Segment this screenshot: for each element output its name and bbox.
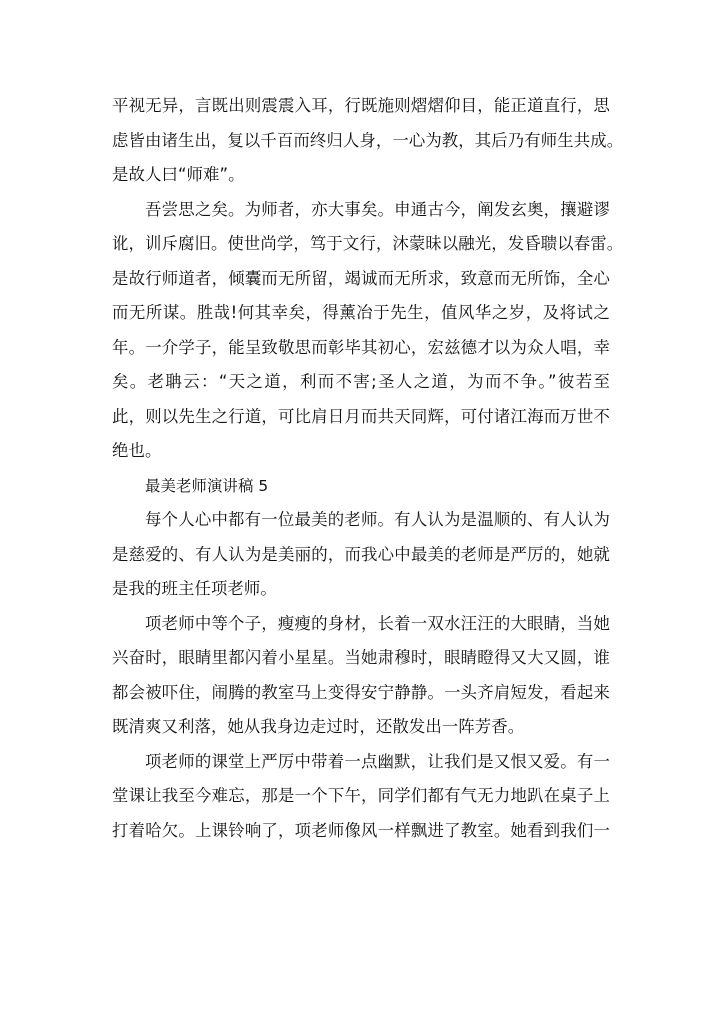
- text-line: 绝也。: [112, 441, 162, 460]
- paragraph-start-line: 项老师的课堂上严厉中带着一点幽默，让我们是又恨又爱。有一: [145, 751, 610, 771]
- text-line: 此，则以先生之行道，可比肩日月而共天同辉，可付诸江海而万世不: [112, 406, 610, 426]
- text-line: 年。一介学子，能呈致敬思而彰毕其初心，宏兹德才以为众人唱，幸: [112, 337, 610, 357]
- text-line: 平视无异，言既出则震震入耳，行既施则熠熠仰目，能正道直行，思: [112, 96, 610, 115]
- text-line: 是我的班主任项老师。: [112, 579, 277, 598]
- text-line: 堂课让我至今难忘，那是一个下午，同学们都有气无力地趴在桌子上: [112, 786, 610, 805]
- text-line: 虑皆由诸生出，复以千百而终归人身，一心为教，其后乃有师生共成。: [112, 130, 624, 150]
- text-line: 是故行师道者，倾囊而无所留，竭诚而无所求，致意而无所饰，全心: [112, 268, 610, 288]
- text-line: 而无所谋。胜哉!何其幸矣，得薰冶于先生，值风华之岁，及将试之: [112, 303, 610, 322]
- text-line: 都会被吓住，闹腾的教室马上变得安宁静静。一头齐肩短发，看起来: [112, 682, 610, 702]
- text-line: 是故人曰“师难”。: [112, 165, 245, 184]
- text-line: 是慈爱的、有人认为是美丽的，而我心中最美的老师是严厉的，她就: [112, 544, 610, 564]
- text-line: 兴奋时，眼睛里都闪着小星星。当她肃穆时，眼睛瞪得又大又圆，谁: [112, 648, 610, 667]
- text-line: 打着哈欠。上课铃响了，项老师像风一样飘进了教室。她看到我们一: [112, 820, 610, 840]
- document-body: [112, 89, 624, 848]
- paragraph-start-line: 吾尝思之矣。为师者，亦大事矣。申通古今，阐发玄奥，攘避谬: [145, 199, 610, 219]
- text-line: 矣。老聃云：“天之道，利而不害;圣人之道，为而不争。”彼若至: [112, 372, 610, 391]
- text-line: 既清爽又利落，她从我身边走过时，还散发出一阵芳香。: [112, 717, 525, 736]
- section-heading: 最美老师演讲稿 5: [145, 476, 269, 495]
- text-line: 讹，训斥腐旧。使世尚学，笃于文行，沐蒙昧以融光，发昏聩以春雷。: [112, 234, 624, 253]
- paragraph-start-line: 项老师中等个子，瘦瘦的身材，长着一双水汪汪的大眼睛，当她: [145, 613, 610, 633]
- paragraph-start-line: 每个人心中都有一位最美的老师。有人认为是温顺的、有人认为: [145, 510, 610, 529]
